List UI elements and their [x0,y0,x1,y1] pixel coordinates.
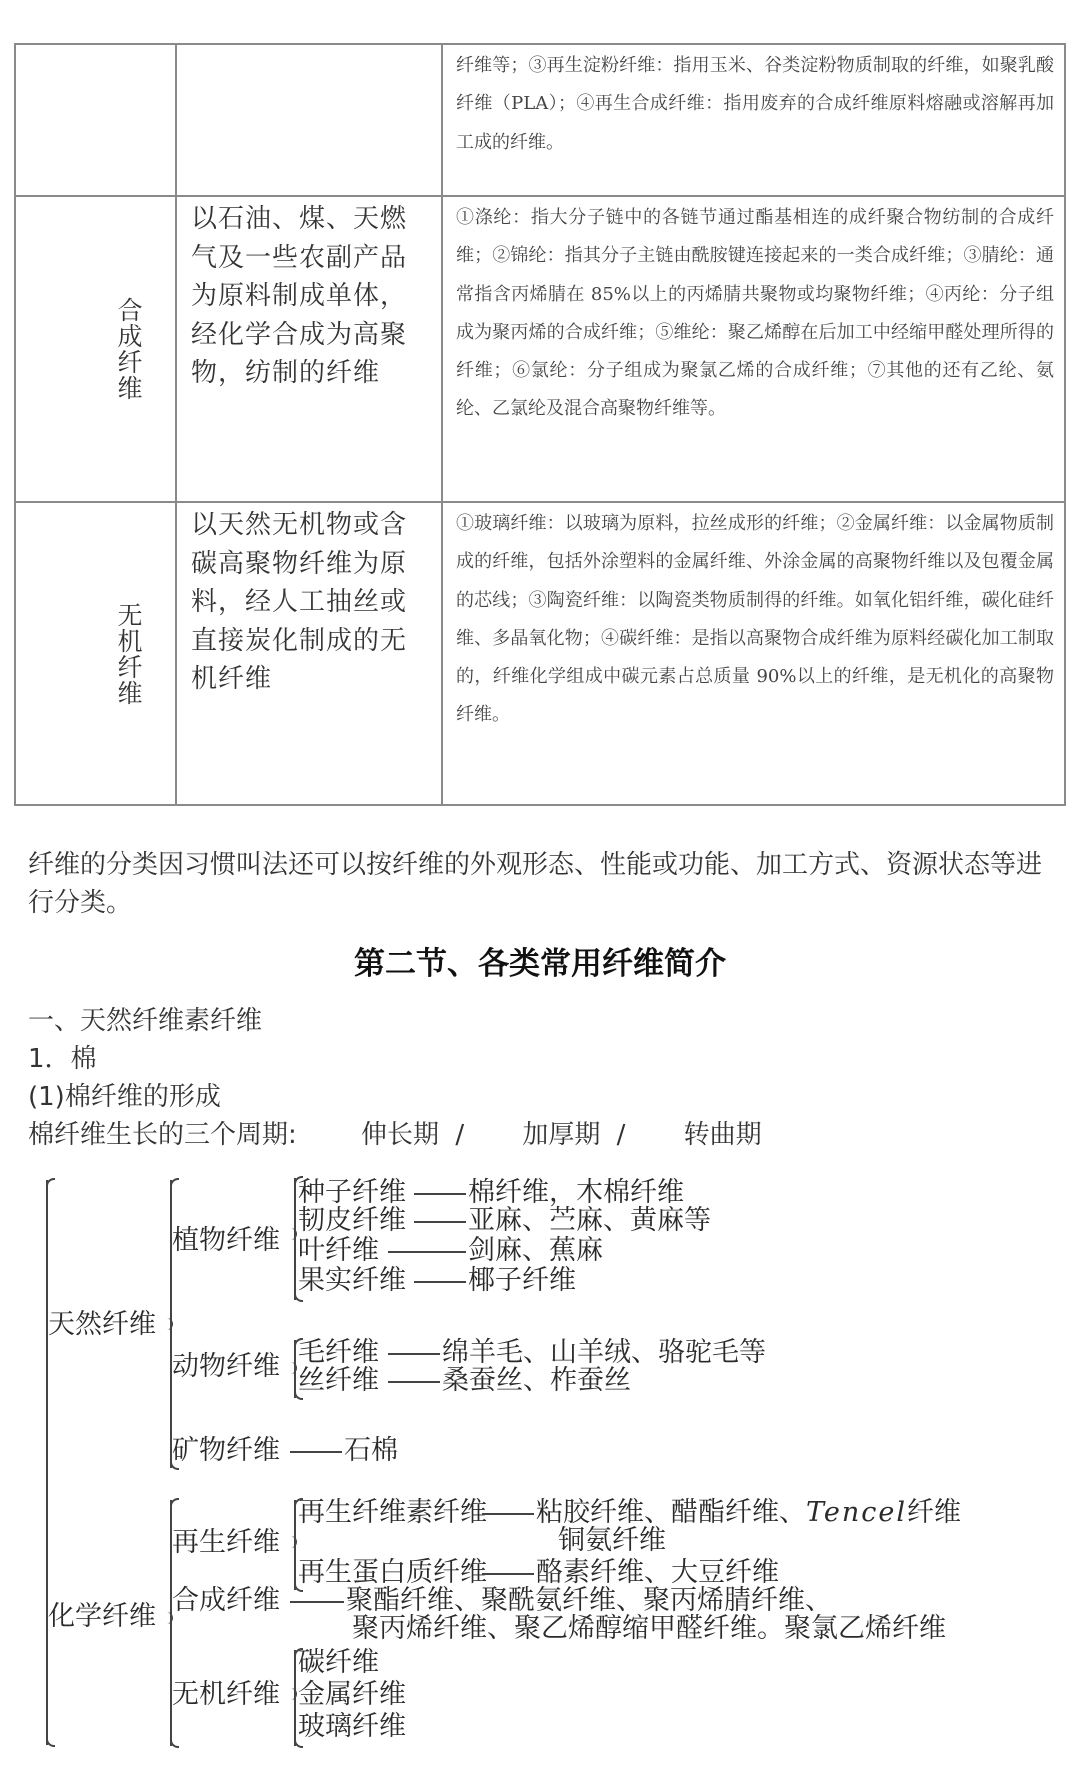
carbon-fiber: 碳纤维 [298,1647,379,1678]
synthetic-fiber-line1: 聚酯纤维、聚酰氨纤维、聚丙烯腈纤维、 [346,1585,832,1616]
outer-brace [46,1180,48,1745]
bast-fiber-examples: 亚麻、苎麻、黄麻等 [468,1205,711,1236]
detail-cell [442,196,1065,502]
fruit-fiber: 果实纤维 [298,1265,406,1296]
category-cell [15,44,176,196]
stage-thickening: 加厚期 [522,1120,601,1150]
connector-line [290,1601,344,1603]
heading-cotton: 1．棉 [28,1044,97,1074]
classification-paragraph: 纤维的分类因习惯叫法还可以按纤维的外观形态、性能或功能、加工方式、资源状态等进行分类。 [28,850,1043,918]
heading-natural-cellulose: 一、天然纤维素纤维 [28,1006,263,1036]
natural-brace [170,1180,172,1468]
detail-text: 纤维等；③再生淀粉纤维：指用玉米、谷类淀粉物质制取的纤维，如聚乳酸纤维（PLA）；④再生合成纤维：指用废弃的合成纤维原料熔融或溶解再加工成的纤维。 [456,55,1054,153]
regenerated-cellulose-fiber: 再生纤维素纤维 [298,1497,487,1528]
connector-line [388,1381,440,1383]
detail-cell [442,502,1065,805]
connector-line [482,1513,534,1515]
examples-suffix: 纤维 [907,1497,962,1528]
connector-line [414,1221,466,1223]
heading-cotton-formation: (1)棉纤维的形成 [28,1082,221,1112]
definition-text [177,45,441,48]
category-cell [15,196,176,502]
connector-line [290,1451,342,1453]
category-label: 无机纤维 [114,601,143,706]
seed-fiber-examples: 棉纤维，木棉纤维 [468,1177,684,1208]
section-title: 第二节、各类常用纤维简介 [354,946,726,982]
synthetic-fiber-line2: 聚丙烯纤维、聚乙烯醇缩甲醛纤维。聚氯乙烯纤维 [352,1613,946,1644]
plant-fiber-label: 植物纤维 [172,1225,280,1256]
plant-brace [294,1178,296,1300]
detail-text: ①涤纶：指大分子链中的各链节通过酯基相连的成纤聚合物纺制的合成纤维；②锦纶：指其分子主链由酰胺键连接起来的一类合成纤维；③腈纶：通常指含丙烯腈在 85%以上的丙烯腈共聚物或均聚物纤维；④丙纶：分子组成为聚丙烯的合成纤维；⑤维纶：聚乙烯醇在后加工中经缩甲醛处理所得的纤维；⑥氯纶：分子组成为聚氯乙烯的合成纤维；⑦其他的还有乙纶、氨纶、乙氯纶及混合高聚物纤维等。 [456,207,1054,420]
metal-fiber: 金属纤维 [298,1679,406,1710]
growth-label: 棉纤维生长的三个周期: [28,1120,297,1150]
table-row [15,502,1065,805]
mineral-fiber-examples: 石棉 [344,1435,398,1466]
definition-text: 以石油、煤、天燃气及一些农副产品为原料制成单体，经化学合成为高聚物，纺制的纤维 [191,204,408,388]
tencel-text: Tencel [806,1497,908,1528]
cuprammonium-fiber: 铜氨纤维 [558,1525,666,1556]
regenerated-protein-fiber: 再生蛋白质纤维 [298,1557,487,1588]
category-label: 合成纤维 [114,297,143,401]
definition-cell [176,196,442,502]
natural-fiber-label: 天然纤维 [48,1309,156,1340]
animal-fiber-label: 动物纤维 [172,1351,280,1382]
inorganic-fiber-label: 无机纤维 [172,1679,280,1710]
glass-fiber: 玻璃纤维 [298,1711,406,1742]
regenerated-cellulose-examples [536,1498,961,1528]
definition-text: 以天然无机物或含碳高聚物纤维为原料，经人工抽丝或直接炭化制成的无机纤维 [191,510,408,694]
definition-cell [176,44,442,196]
inorganic-brace [294,1650,296,1746]
wool-fiber-examples: 绵羊毛、山羊绒、骆驼毛等 [442,1337,766,1368]
connector-line [388,1251,466,1253]
table-row [15,44,1065,196]
connector-line [414,1193,466,1195]
detail-cell [442,44,1065,196]
fiber-classification-table [14,43,1066,806]
silk-fiber: 丝纤维 [298,1365,379,1396]
fruit-fiber-examples: 椰子纤维 [468,1265,576,1296]
examples-text: 粘胶纤维、醋酯纤维、 [536,1497,806,1528]
chemical-fiber-label: 化学纤维 [48,1601,156,1632]
silk-fiber-examples: 桑蚕丝、柞蚕丝 [442,1365,631,1396]
regenerated-protein-examples: 酪素纤维、大豆纤维 [536,1557,779,1588]
mineral-fiber-label: 矿物纤维 [172,1435,280,1466]
table-row [15,196,1065,502]
stage-elongation: 伸长期 [361,1120,440,1150]
leaf-fiber: 叶纤维 [298,1235,379,1266]
connector-line [388,1353,440,1355]
regenerated-fiber-label: 再生纤维 [172,1527,280,1558]
leaf-fiber-examples: 剑麻、蕉麻 [468,1235,603,1266]
stage-twisting: 转曲期 [683,1120,762,1150]
connector-line [414,1281,466,1283]
animal-brace [294,1340,296,1398]
fiber-classification-diagram [0,1177,1080,1777]
synthetic-fiber-label: 合成纤维 [172,1585,280,1616]
regenerated-brace [294,1500,296,1590]
bast-fiber: 韧皮纤维 [298,1205,406,1236]
wool-fiber: 毛纤维 [298,1337,379,1368]
category-cell [15,502,176,805]
seed-fiber: 种子纤维 [298,1177,406,1208]
connector-line [482,1573,534,1575]
stage-separator: / [455,1120,465,1150]
definition-cell [176,502,442,805]
stage-separator: / [616,1120,626,1150]
detail-text: ①玻璃纤维：以玻璃为原料，拉丝成形的纤维；②金属纤维：以金属物质制成的纤维，包括外涂塑料的金属纤维、外涂金属的高聚物纤维以及包覆金属的芯线；③陶瓷纤维：以陶瓷类物质制得的纤维。如氧化铝纤维，碳化硅纤维、多晶氧化物；④碳纤维：是指以高聚物合成纤维为原料经碳化加工制取的，纤维化学组成中碳元素占总质量 90%以上的纤维，是无机化的高聚物纤维。 [456,513,1054,726]
growth-periods-line [28,1114,770,1151]
